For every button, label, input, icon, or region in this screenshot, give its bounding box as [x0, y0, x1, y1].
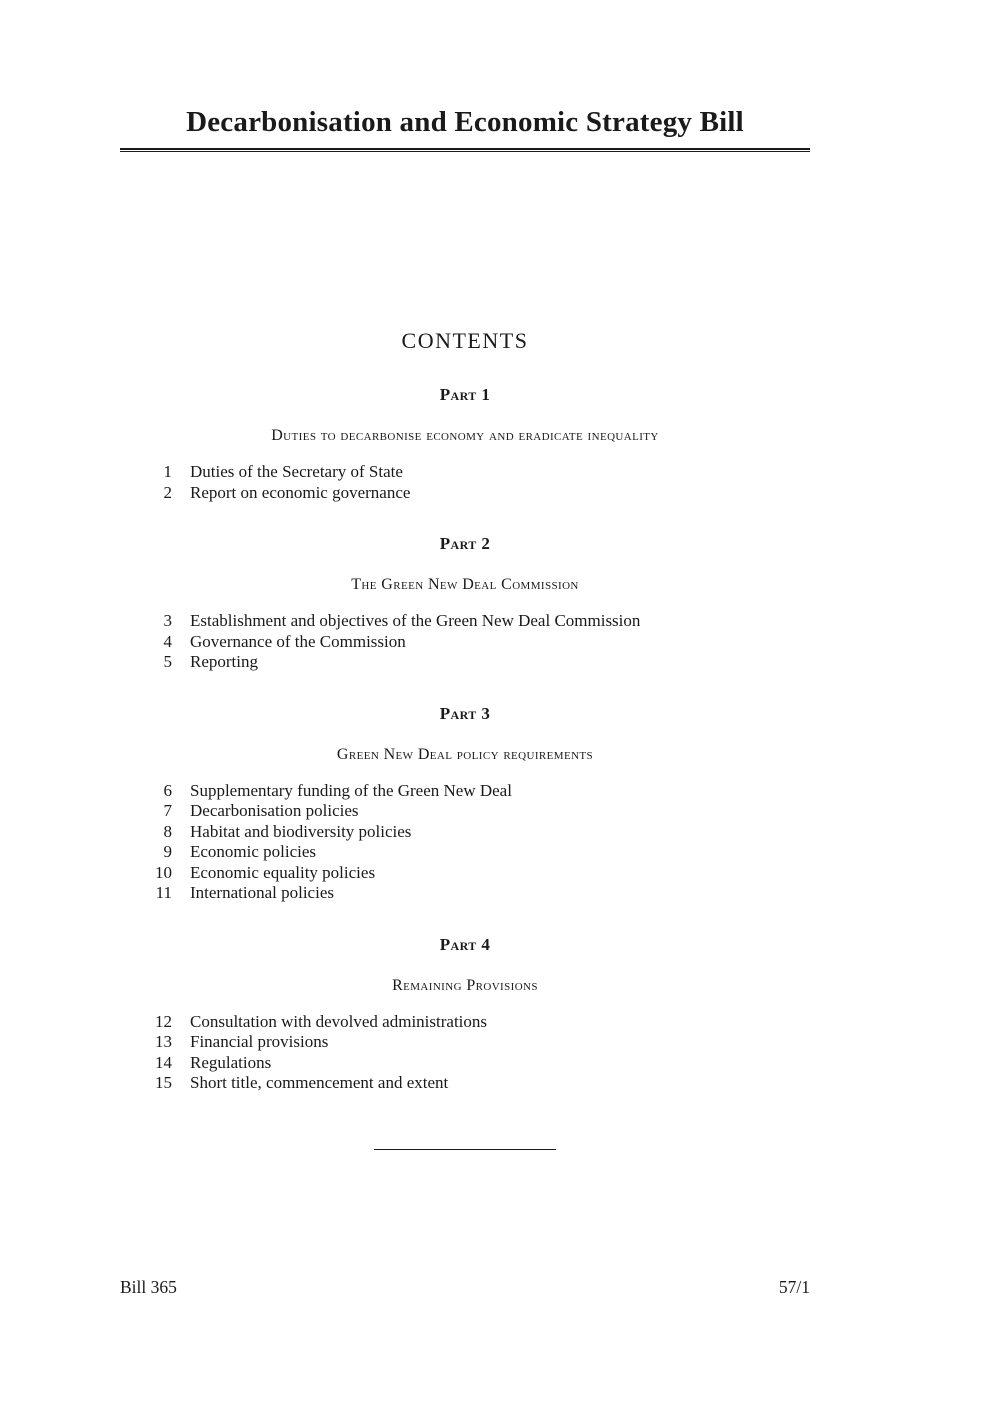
toc-item-clause-5	[120, 652, 810, 673]
title-double-rule	[120, 148, 810, 152]
clause-number: 4	[163, 631, 172, 651]
clause-title: Habitat and biodiversity policies	[190, 821, 412, 841]
part-4-label: Part 4	[439, 934, 491, 954]
toc-item-clause-2	[120, 483, 810, 504]
clause-title: Establishment and objectives of the Green New Deal Commission	[190, 611, 641, 631]
part-1-label: Part 1	[439, 385, 491, 405]
toc-item-clause-12	[120, 1012, 810, 1033]
clause-number: 13	[155, 1032, 172, 1052]
clause-number: 7	[163, 801, 172, 821]
clause-number: 12	[155, 1011, 172, 1031]
clause-title: Economic policies	[190, 842, 317, 862]
clause-title: Report on economic governance	[190, 482, 411, 502]
part-4-heading: Remaining Provisions	[392, 976, 538, 994]
clause-title: Financial provisions	[190, 1032, 329, 1052]
clause-number: 11	[155, 883, 172, 903]
clause-number: 2	[163, 482, 172, 502]
part-4-toc-list	[120, 1012, 810, 1094]
clause-title: Regulations	[190, 1052, 272, 1072]
contents-end-rule	[374, 1149, 556, 1150]
bill-number: Bill 365	[120, 1277, 177, 1297]
clause-number: 9	[163, 842, 172, 862]
clause-title: International policies	[190, 883, 334, 903]
part-4-section	[120, 935, 810, 1094]
toc-item-clause-1	[120, 462, 810, 483]
part-2-label: Part 2	[439, 534, 491, 554]
contents-heading: CONTENTS	[401, 328, 529, 354]
part-3-section	[120, 704, 810, 904]
clause-number: 3	[163, 611, 172, 631]
toc-item-clause-14	[120, 1053, 810, 1074]
toc-item-clause-8	[120, 822, 810, 843]
clause-number: 15	[155, 1073, 172, 1093]
part-3-heading: Green New Deal policy requirements	[336, 745, 594, 763]
clause-number: 10	[155, 862, 172, 882]
toc-item-clause-11	[120, 883, 810, 904]
part-1-toc-list	[120, 462, 810, 503]
toc-item-clause-7	[120, 801, 810, 822]
clause-title: Duties of the Secretary of State	[190, 462, 403, 482]
clause-title: Supplementary funding of the Green New Deal	[190, 780, 512, 800]
toc-item-clause-3	[120, 611, 810, 632]
clause-number: 5	[163, 652, 172, 672]
clause-title: Reporting	[190, 652, 258, 672]
session-number: 57/1	[778, 1277, 810, 1297]
toc-item-clause-4	[120, 632, 810, 653]
toc-item-clause-13	[120, 1032, 810, 1053]
toc-item-clause-10	[120, 863, 810, 884]
toc-item-clause-6	[120, 781, 810, 802]
clause-title: Governance of the Commission	[190, 631, 406, 651]
part-2-section	[120, 534, 810, 673]
clause-title: Economic equality policies	[190, 862, 376, 882]
clause-number: 8	[163, 821, 172, 841]
toc-item-clause-15	[120, 1073, 810, 1094]
toc-item-clause-9	[120, 842, 810, 863]
part-2-toc-list	[120, 611, 810, 673]
part-3-label: Part 3	[439, 703, 491, 723]
part-2-heading: The Green New Deal Commission	[351, 576, 579, 594]
part-1-section	[120, 385, 810, 503]
clause-title: Consultation with devolved administrations	[190, 1011, 488, 1031]
part-1-heading: Duties to decarbonise economy and eradicate inequality	[271, 427, 659, 445]
bill-title: Decarbonisation and Economic Strategy Bill	[186, 106, 744, 138]
clause-number: 14	[155, 1052, 172, 1072]
clause-number: 6	[163, 780, 172, 800]
page-footer	[120, 1277, 810, 1298]
clause-title: Decarbonisation policies	[190, 801, 359, 821]
clause-title: Short title, commencement and extent	[190, 1073, 449, 1093]
part-3-toc-list	[120, 781, 810, 904]
clause-number: 1	[163, 462, 172, 482]
